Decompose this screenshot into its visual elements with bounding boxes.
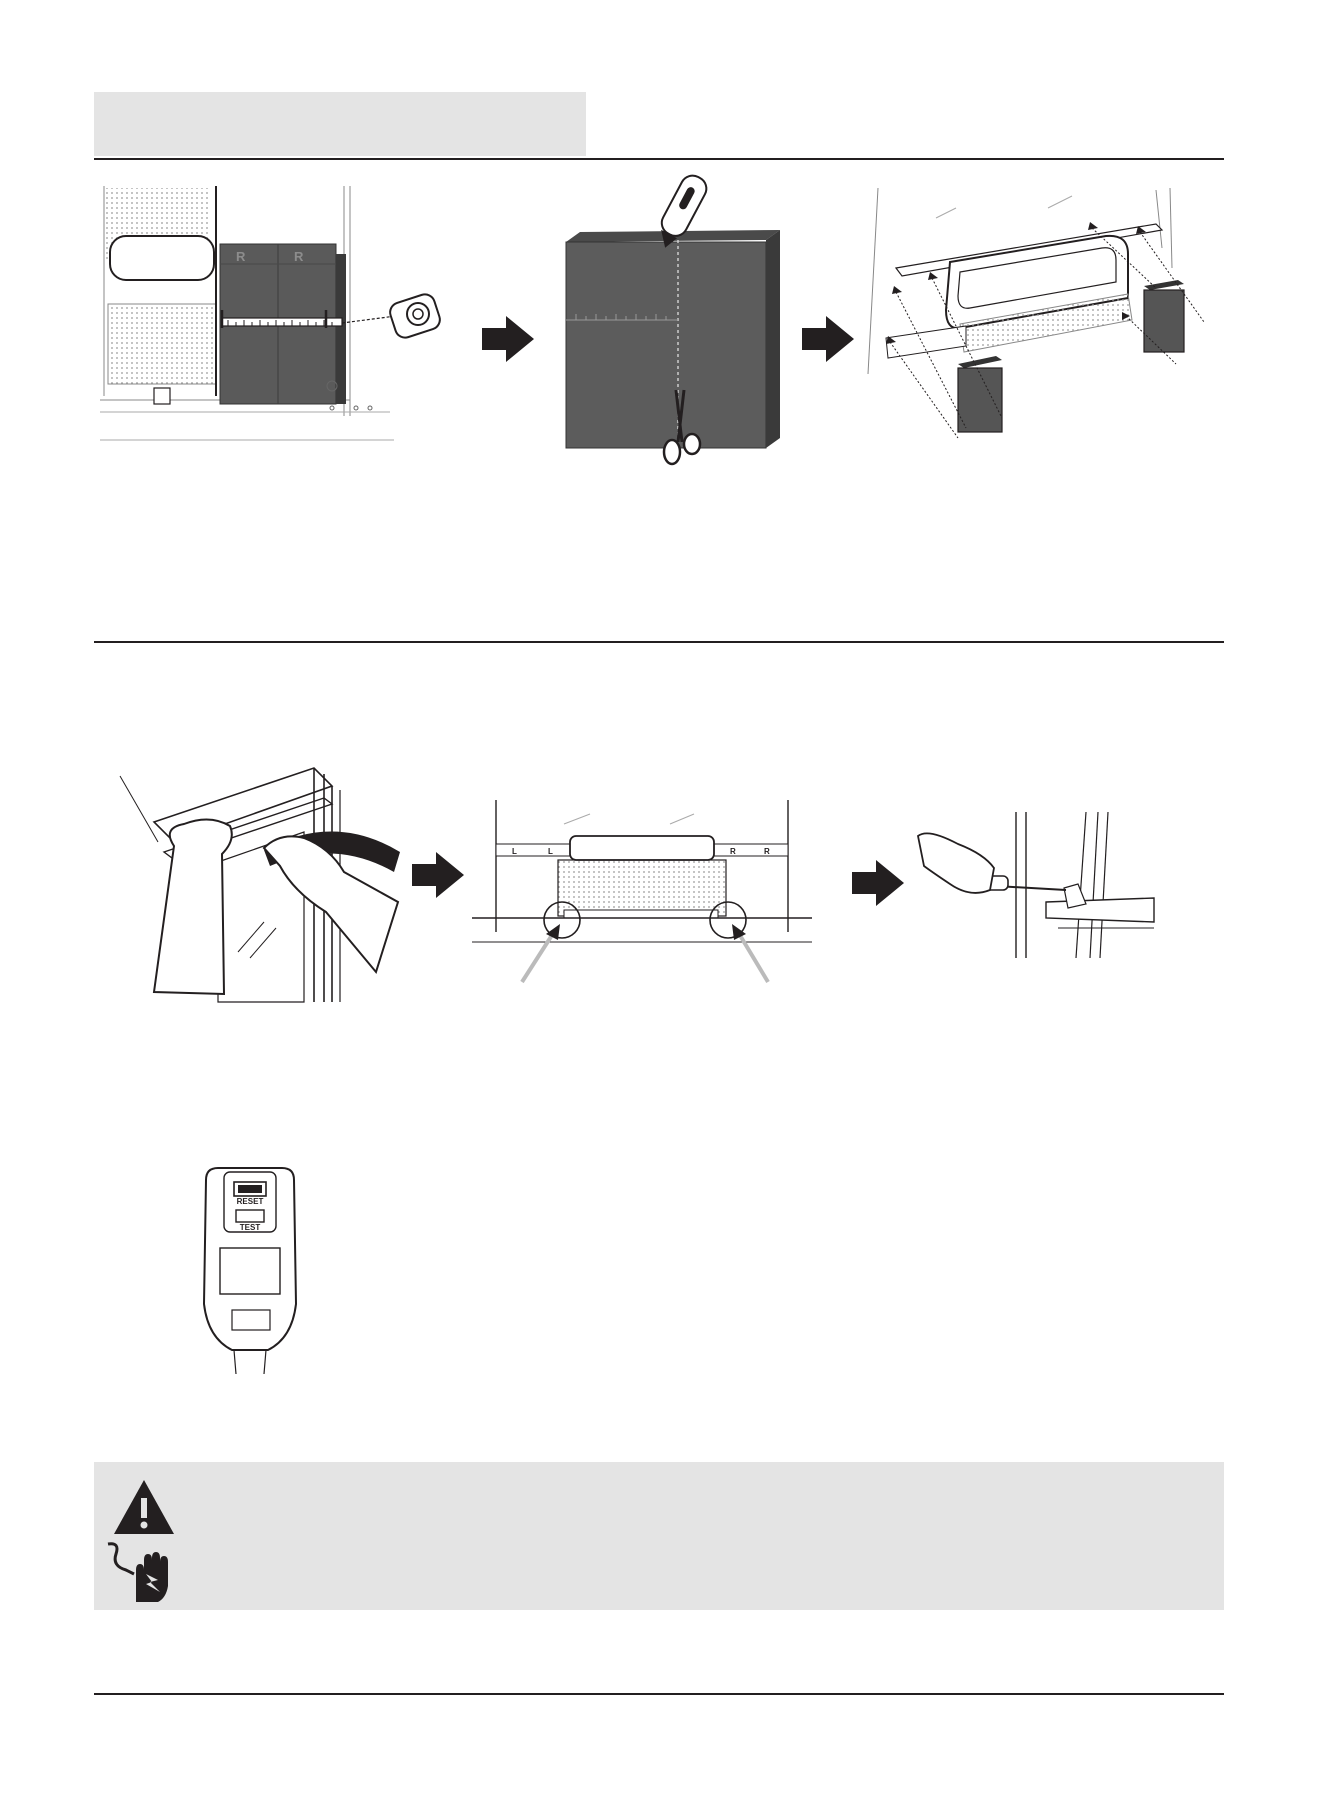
step-arrow-icon (482, 316, 534, 362)
header-rule (94, 158, 1224, 160)
cut-panel-figure (566, 180, 786, 450)
right-side-panel (1144, 280, 1184, 352)
left-side-panel (958, 356, 1002, 432)
foam-panel (566, 242, 766, 448)
section-header-box (94, 92, 586, 156)
screwdriver-figure (918, 806, 1168, 962)
section-divider-rule (94, 641, 1224, 643)
warning-box (94, 1462, 1224, 1610)
measure-panel-figure (100, 186, 400, 446)
electric-shock-hand-icon (106, 1540, 176, 1604)
ac-handle (110, 236, 214, 280)
step-arrow-icon (412, 852, 464, 898)
left-hand (154, 819, 232, 994)
callout-leader (120, 776, 158, 842)
install-side-panels-figure (866, 188, 1216, 446)
test-label: TEST (239, 1223, 261, 1232)
frame-letter-r-1: R (730, 847, 736, 856)
step-arrow-icon (852, 860, 904, 906)
weatherstrip-figure (114, 762, 414, 1012)
hand (918, 833, 994, 893)
warning-triangle-icon (112, 1476, 176, 1540)
frame-letter-l-1: L (512, 847, 517, 856)
gfci-plug-figure (196, 1160, 306, 1376)
reset-label: RESET (236, 1197, 264, 1206)
frame-fit-figure (472, 800, 812, 984)
test-button[interactable] (236, 1210, 264, 1222)
footer-rule (94, 1693, 1224, 1695)
ac-front-grille (108, 304, 216, 384)
frame-letter-r-2: R (764, 847, 770, 856)
panel-letter-2: R (294, 249, 304, 264)
ac-handle (570, 836, 714, 860)
ac-front-grille (558, 860, 726, 916)
mounting-bracket (1064, 884, 1086, 908)
step-arrow-icon (802, 316, 854, 362)
frame-letter-l-2: L (548, 847, 553, 856)
panel-letter-1: R (236, 249, 246, 264)
